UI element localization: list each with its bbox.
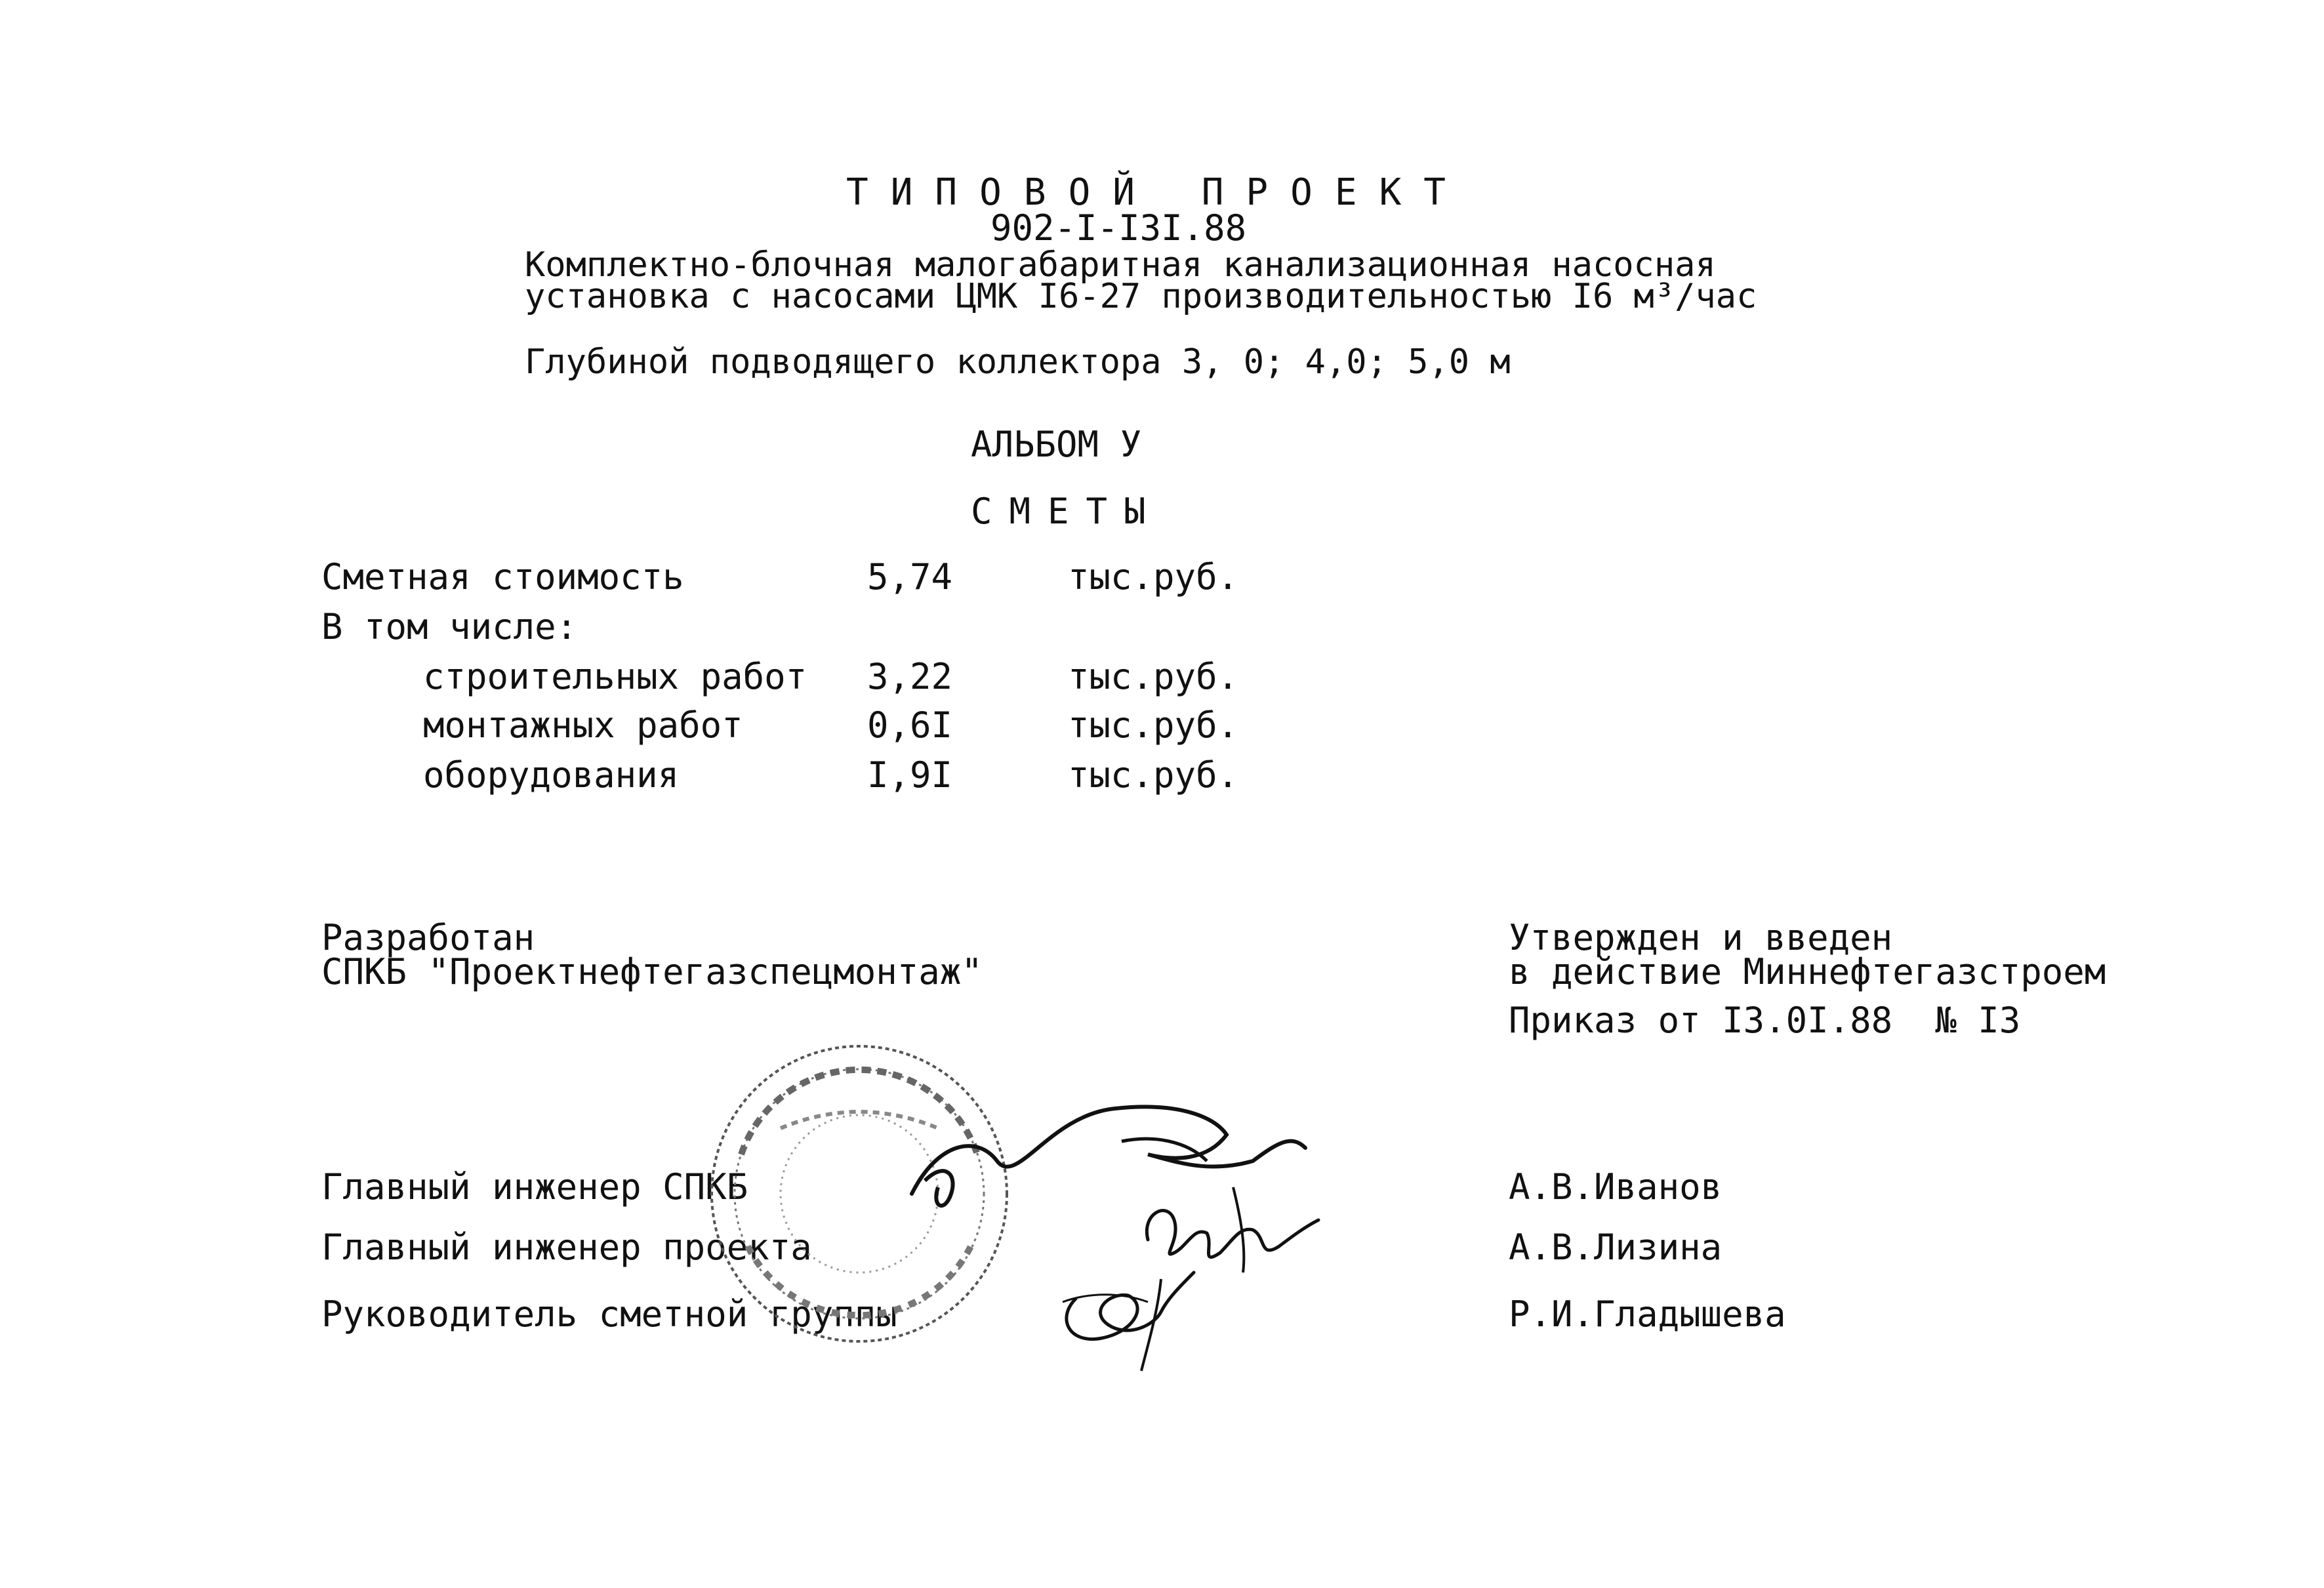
signatory-role: Главный инженер проекта — [321, 1227, 812, 1268]
cost-item-unit: тыс.руб. — [1068, 754, 1239, 796]
depth-line: Глубиной подводящего коллектора 3, 0; 4,0; 5,0 м — [525, 342, 1511, 382]
signature-3-icon — [1050, 1246, 1207, 1377]
signatory-name: А.В.Иванов — [1509, 1166, 1723, 1208]
cost-item-label: строительных работ — [423, 656, 807, 697]
description-line-1: Комплектно-блочная малогабаритная канализационная насосная — [525, 245, 1716, 285]
total-cost-value: 5,74 — [867, 556, 953, 598]
developer-line-1: Разработан — [321, 917, 535, 958]
signatory-role: Руководитель сметной группы — [321, 1293, 897, 1335]
document-title: ТИПОВОЙ ПРОЕКТ — [846, 171, 1469, 214]
project-code: 902-I-I3I.88 — [990, 207, 1247, 249]
cost-item-unit: тыс.руб. — [1068, 656, 1239, 697]
cost-item-value: I,9I — [867, 754, 953, 796]
including-label: В том числе: — [321, 606, 578, 647]
approval-order: Приказ от I3.0I.88 № I3 — [1509, 1000, 2021, 1041]
cost-item-label: оборудования — [423, 754, 680, 796]
album-title: АЛЬБОМ У — [971, 424, 1142, 465]
total-cost-label: Сметная стоимость — [321, 556, 684, 598]
cost-item-label: монтажных работ — [423, 704, 743, 746]
cost-item-unit: тыс.руб. — [1068, 704, 1239, 746]
developer-line-2: СПКБ "Проектнефтегазспецмонтаж" — [321, 951, 983, 992]
cost-item-value: 3,22 — [867, 656, 953, 697]
approval-line-1: Утвержден и введен — [1509, 917, 1893, 958]
total-cost-unit: тыс.руб. — [1068, 556, 1239, 598]
signatory-role: Главный инженер СПКБ — [321, 1166, 748, 1208]
signatory-name: А.В.Лизина — [1509, 1227, 1723, 1268]
approval-line-2: в действие Миннефтегазстроем — [1509, 951, 2106, 992]
section-title: СМЕТЫ — [971, 491, 1163, 532]
cost-item-value: 0,6I — [867, 704, 953, 746]
description-line-2: установка с насосами ЦМК I6-27 производительностью I6 м³/час — [525, 277, 1757, 316]
signatory-name: Р.И.Гладышева — [1509, 1293, 1786, 1335]
